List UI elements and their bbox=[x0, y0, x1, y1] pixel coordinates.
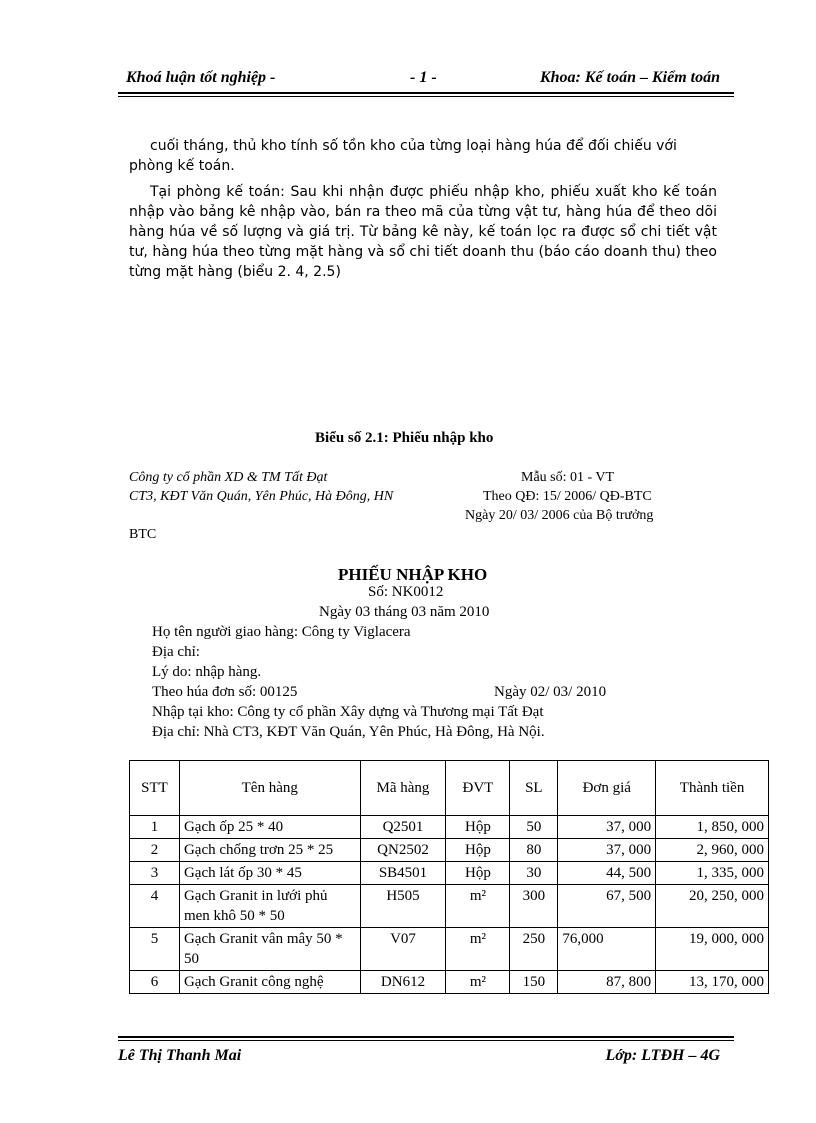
cell-total: 1, 850, 000 bbox=[656, 816, 769, 839]
col-name: Tên hàng bbox=[179, 761, 360, 816]
form-decision: Theo QĐ: 15/ 2006/ QĐ-BTC bbox=[483, 489, 652, 504]
cell-qty: 50 bbox=[510, 816, 558, 839]
cell-price: 76,000 bbox=[558, 928, 656, 971]
warehouse: Nhập tại kho: Công ty cổ phần Xây dựng và Thương mại Tất Đạt bbox=[152, 704, 544, 720]
form-btc: BTC bbox=[129, 527, 157, 542]
cell-name: Gạch Granit in lưới phủ men khô 50 * 50 bbox=[179, 885, 360, 928]
cell-stt: 5 bbox=[130, 928, 180, 971]
cell-unit: Hộp bbox=[446, 862, 510, 885]
cell-price: 44, 500 bbox=[558, 862, 656, 885]
cell-stt: 2 bbox=[130, 839, 180, 862]
table-row bbox=[130, 928, 769, 971]
col-total: Thành tiền bbox=[656, 761, 769, 816]
company-address: CT3, KĐT Văn Quán, Yên Phúc, Hà Đông, HN bbox=[129, 489, 394, 504]
col-stt: STT bbox=[130, 761, 180, 816]
cell-qty: 80 bbox=[510, 839, 558, 862]
footer-rule-thick bbox=[118, 1036, 734, 1038]
cell-price: 37, 000 bbox=[558, 816, 656, 839]
table-row bbox=[130, 816, 769, 839]
cell-qty: 250 bbox=[510, 928, 558, 971]
paragraph-1-line-1: cuối tháng, thủ kho tính số tồn kho của từng loại hàng húa để đối chiếu với bbox=[150, 138, 677, 154]
cell-total: 20, 250, 000 bbox=[656, 885, 769, 928]
header-left: Khoá luận tốt nghiệp - bbox=[126, 69, 276, 86]
cell-total: 2, 960, 000 bbox=[656, 839, 769, 862]
col-unit: ĐVT bbox=[446, 761, 510, 816]
invoice-number: Theo húa đơn số: 00125 bbox=[152, 684, 298, 700]
cell-code: V07 bbox=[360, 928, 446, 971]
table-row bbox=[130, 971, 769, 994]
form-date: Ngày 20/ 03/ 2006 của Bộ trưởng bbox=[465, 508, 654, 523]
cell-code: Q2501 bbox=[360, 816, 446, 839]
table-header-row bbox=[130, 761, 769, 816]
cell-unit: m² bbox=[446, 885, 510, 928]
cell-name: Gạch ốp 25 * 40 bbox=[179, 816, 360, 839]
company-name: Công ty cổ phần XD & TM Tất Đạt bbox=[129, 470, 328, 485]
col-qty: SL bbox=[510, 761, 558, 816]
cell-qty: 150 bbox=[510, 971, 558, 994]
cell-name: Gạch lát ốp 30 * 45 bbox=[179, 862, 360, 885]
paragraph-2: Tại phòng kế toán: Sau khi nhận được phiếu nhập kho, phiếu xuất kho kế toán nhập vào bảng kê nhập vào, bán ra theo mã của từng vật tư, hàng húa để theo dõi hàng húa về số lượng và giá trị. Từ bảng kê này, kế toán lọc ra được sổ chi tiết vật tư, hàng húa theo từng mặt hàng và sổ chi tiết doanh thu (báo cáo doanh thu) theo từng mặt hàng (biểu 2. 4, 2.5) bbox=[129, 184, 717, 280]
paragraph-1 bbox=[129, 136, 717, 176]
cell-unit: Hộp bbox=[446, 839, 510, 862]
reason: Lý do: nhập hàng. bbox=[152, 664, 262, 680]
cell-name: Gạch chống trơn 25 * 25 bbox=[179, 839, 360, 862]
cell-price: 37, 000 bbox=[558, 839, 656, 862]
cell-code: SB4501 bbox=[360, 862, 446, 885]
cell-total: 1, 335, 000 bbox=[656, 862, 769, 885]
footer-author: Lê Thị Thanh Mai bbox=[118, 1047, 242, 1064]
cell-unit: m² bbox=[446, 971, 510, 994]
cell-code: DN612 bbox=[360, 971, 446, 994]
cell-stt: 4 bbox=[130, 885, 180, 928]
table-row bbox=[130, 839, 769, 862]
receipt-date: Ngày 03 tháng 03 năm 2010 bbox=[319, 604, 490, 620]
warehouse-address: Địa chỉ: Nhà CT3, KĐT Văn Quán, Yên Phúc, Hà Đông, Hà Nội. bbox=[152, 724, 545, 740]
goods-table bbox=[129, 760, 769, 994]
footer-rule-thin bbox=[118, 1040, 734, 1041]
deliverer: Họ tên người giao hàng: Công ty Viglacera bbox=[152, 624, 411, 640]
table-row bbox=[130, 885, 769, 928]
cell-price: 87, 800 bbox=[558, 971, 656, 994]
cell-stt: 3 bbox=[130, 862, 180, 885]
cell-stt: 6 bbox=[130, 971, 180, 994]
cell-price: 67, 500 bbox=[558, 885, 656, 928]
cell-name: Gạch Granit vân mây 50 * 50 bbox=[179, 928, 360, 971]
header-right: Khoa: Kế toán – Kiểm toán bbox=[539, 69, 720, 86]
cell-stt: 1 bbox=[130, 816, 180, 839]
invoice-date: Ngày 02/ 03/ 2010 bbox=[494, 684, 607, 700]
cell-unit: m² bbox=[446, 928, 510, 971]
paragraph-1-line-2: phòng kế toán. bbox=[129, 158, 235, 174]
deliverer-address: Địa chỉ: bbox=[152, 644, 200, 660]
cell-code: H505 bbox=[360, 885, 446, 928]
figure-caption: Biểu số 2.1: Phiếu nhập kho bbox=[315, 430, 494, 446]
footer-class: Lớp: LTĐH – 4G bbox=[605, 1047, 720, 1064]
col-code: Mã hàng bbox=[360, 761, 446, 816]
cell-qty: 30 bbox=[510, 862, 558, 885]
cell-code: QN2502 bbox=[360, 839, 446, 862]
form-code: Mẫu số: 01 - VT bbox=[521, 470, 615, 485]
page-number: - 1 - bbox=[410, 69, 437, 86]
col-price: Đơn giá bbox=[558, 761, 656, 816]
cell-qty: 300 bbox=[510, 885, 558, 928]
header-rule-thick bbox=[118, 92, 734, 94]
header-rule-thin bbox=[118, 96, 734, 97]
cell-unit: Hộp bbox=[446, 816, 510, 839]
cell-name: Gạch Granit công nghệ bbox=[179, 971, 360, 994]
cell-total: 13, 170, 000 bbox=[656, 971, 769, 994]
receipt-title: PHIẾU NHẬP KHO bbox=[338, 565, 488, 584]
receipt-number: Số: NK0012 bbox=[368, 584, 444, 600]
table-row bbox=[130, 862, 769, 885]
cell-total: 19, 000, 000 bbox=[656, 928, 769, 971]
